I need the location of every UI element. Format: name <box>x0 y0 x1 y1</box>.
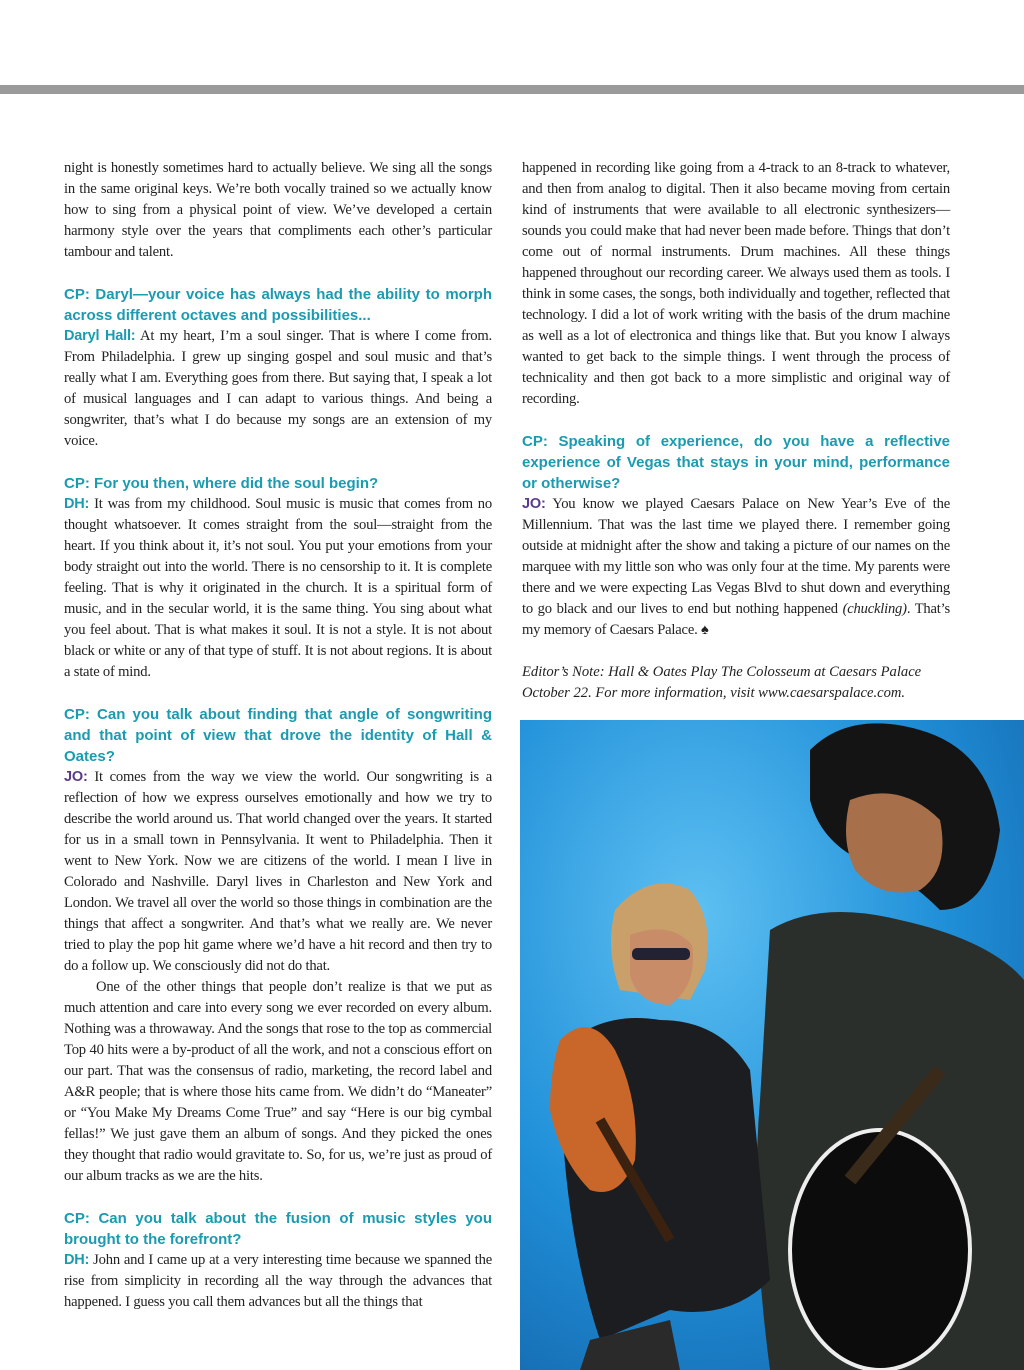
speaker-label: DH: <box>64 1252 90 1268</box>
answer-text-end: . That’s my memory of Caesars Palace. <box>522 601 950 638</box>
answer-text: At my heart, I’m a soul singer. That is where I come from. From Philadelphia. I grew up singing gospel and soul music and that’s really what I am. Everything goes from there. But saying that, I speak a lot of musical languages and I can adapt to various things. And being a songwriter, that’s what I do because my songs are an extension of my voice. <box>64 328 492 449</box>
interview-answer <box>64 767 492 977</box>
answer-text: You know we played Caesars Palace on New Year’s Eve of the Millennium. That was the last time we played there. I remember going outside at midnight after the show and taking a picture of our names on the marquee with my little son who was only four at the time. My parents were there and we were expecting Las Vegas Blvd to shut down and everything to go black and our lives to end but nothing happened <box>522 496 950 617</box>
speaker-label: DH: <box>64 496 90 512</box>
interview-answer <box>522 494 950 641</box>
interview-question: CP: Daryl—your voice has always had the ability to morph across different octaves and possibilities... <box>64 286 492 324</box>
band-photo <box>520 720 1024 1370</box>
interview-question: CP: Can you talk about finding that angle of songwriting and that point of view that drove the identity of Hall & Oates? <box>64 706 492 765</box>
paragraph: night is honestly sometimes hard to actually believe. We sing all the songs in the same original keys. We’re both vocally trained so we actually know how to sing from a physical point of view. We’ve developed a certain harmony style over the years that compliments each other’s particular tambour and talent. <box>64 160 492 260</box>
interview-answer <box>64 1250 492 1313</box>
speaker-label: Daryl Hall: <box>64 328 136 344</box>
paragraph: One of the other things that people don’t realize is that we put as much attention and care into every song we ever recorded on every album. Nothing was a throwaway. And the songs that rose to the top as commercial Top 40 hits were a by-product of all the work, and not a conscious effort on our part. That was the consensus of radio, marketing, the record label and A&R people; that is where those hits came from. We didn’t do “Maneater” or “You Make My Dreams Come True” and say “Here is our big cymbal fellas!” We just gave them an album of songs. And they picked the ones they thought that radio would gravitate to. So, for us, we’re just as proud of our album tracks as we are the hits. <box>64 979 492 1184</box>
article-column-left <box>64 158 492 1313</box>
interview-question: CP: For you then, where did the soul begin? <box>64 475 379 492</box>
answer-aside: (chuckling) <box>842 601 907 617</box>
interview-answer <box>64 494 492 683</box>
answer-text: It was from my childhood. Soul music is music that comes from no thought whatsoever. It comes straight from the soul—straight from the heart. If you think about it, it’s not soul. You put your emotions from your body straight out into the world. There is no censorship to it. It is complete feeling. That is why it originated in the church. It is a spiritual form of music, and in the secular world, it is the same thing. You sing about what you feel about. That is what makes it soul. It is not a style. It is not about black or white or any of that type of stuff. It is not about regions. It is about a state of mind. <box>64 496 492 680</box>
editor-note: Editor’s Note: Hall & Oates Play The Colosseum at Caesars Palace October 22. For more information, visit www.caesarspalace.com. <box>522 664 922 701</box>
answer-text: John and I came up at a very interesting time because we spanned the rise from simplicity in recording all the way through the advances that happened. I guess you call them advances but all the things that <box>64 1252 493 1310</box>
article-column-right <box>522 158 950 704</box>
header-rule <box>0 85 1024 94</box>
spade-end-mark-icon: ♠ <box>701 622 709 638</box>
band-photo-illustration <box>520 720 1024 1370</box>
speaker-label: JO: <box>522 496 546 512</box>
interview-answer <box>64 326 492 452</box>
interview-question: CP: Can you talk about the fusion of music styles you brought to the forefront? <box>64 1210 492 1248</box>
answer-text: It comes from the way we view the world. Our songwriting is a reflection of how we express ourselves emotionally and how we try to describe the world around us. That world changed over the years. It started for us in a small town in Pennsylvania. It went to Philadelphia. Then it went to New York. Now we are citizens of the world. I mean I live in Colorado and Nashville. Daryl lives in Charleston and New York and London. We travel all over the world so those things in combination are the things that affect a songwriter. And that’s what we really are. We never tried to play the pop hit game where we’d have a hit record and then try to do a follow up. We consciously did not do that. <box>64 769 492 974</box>
interview-question: CP: Speaking of experience, do you have a reflective experience of Vegas that stays in your mind, performance or otherwise? <box>522 433 950 492</box>
paragraph: happened in recording like going from a 4-track to an 8-track to whatever, and then from analog to digital. Then it also became moving from certain kind of instruments that were available to all electronic synthesizers—sounds you could make that had never been made before. Things that don’t come out of normal instruments. Drum machines. All these things happened throughout our recording career. We always used them as tools. I think in some cases, the songs, both individually and together, reflected that technology. I did a lot of work writing with the basis of the drum machine as well as a lot of electronica and things like that. But you know I always wanted to get back to the simple things. I went through the process of technicality and then got back to a more simplistic and original way of recording. <box>522 160 950 407</box>
speaker-label: JO: <box>64 769 88 785</box>
